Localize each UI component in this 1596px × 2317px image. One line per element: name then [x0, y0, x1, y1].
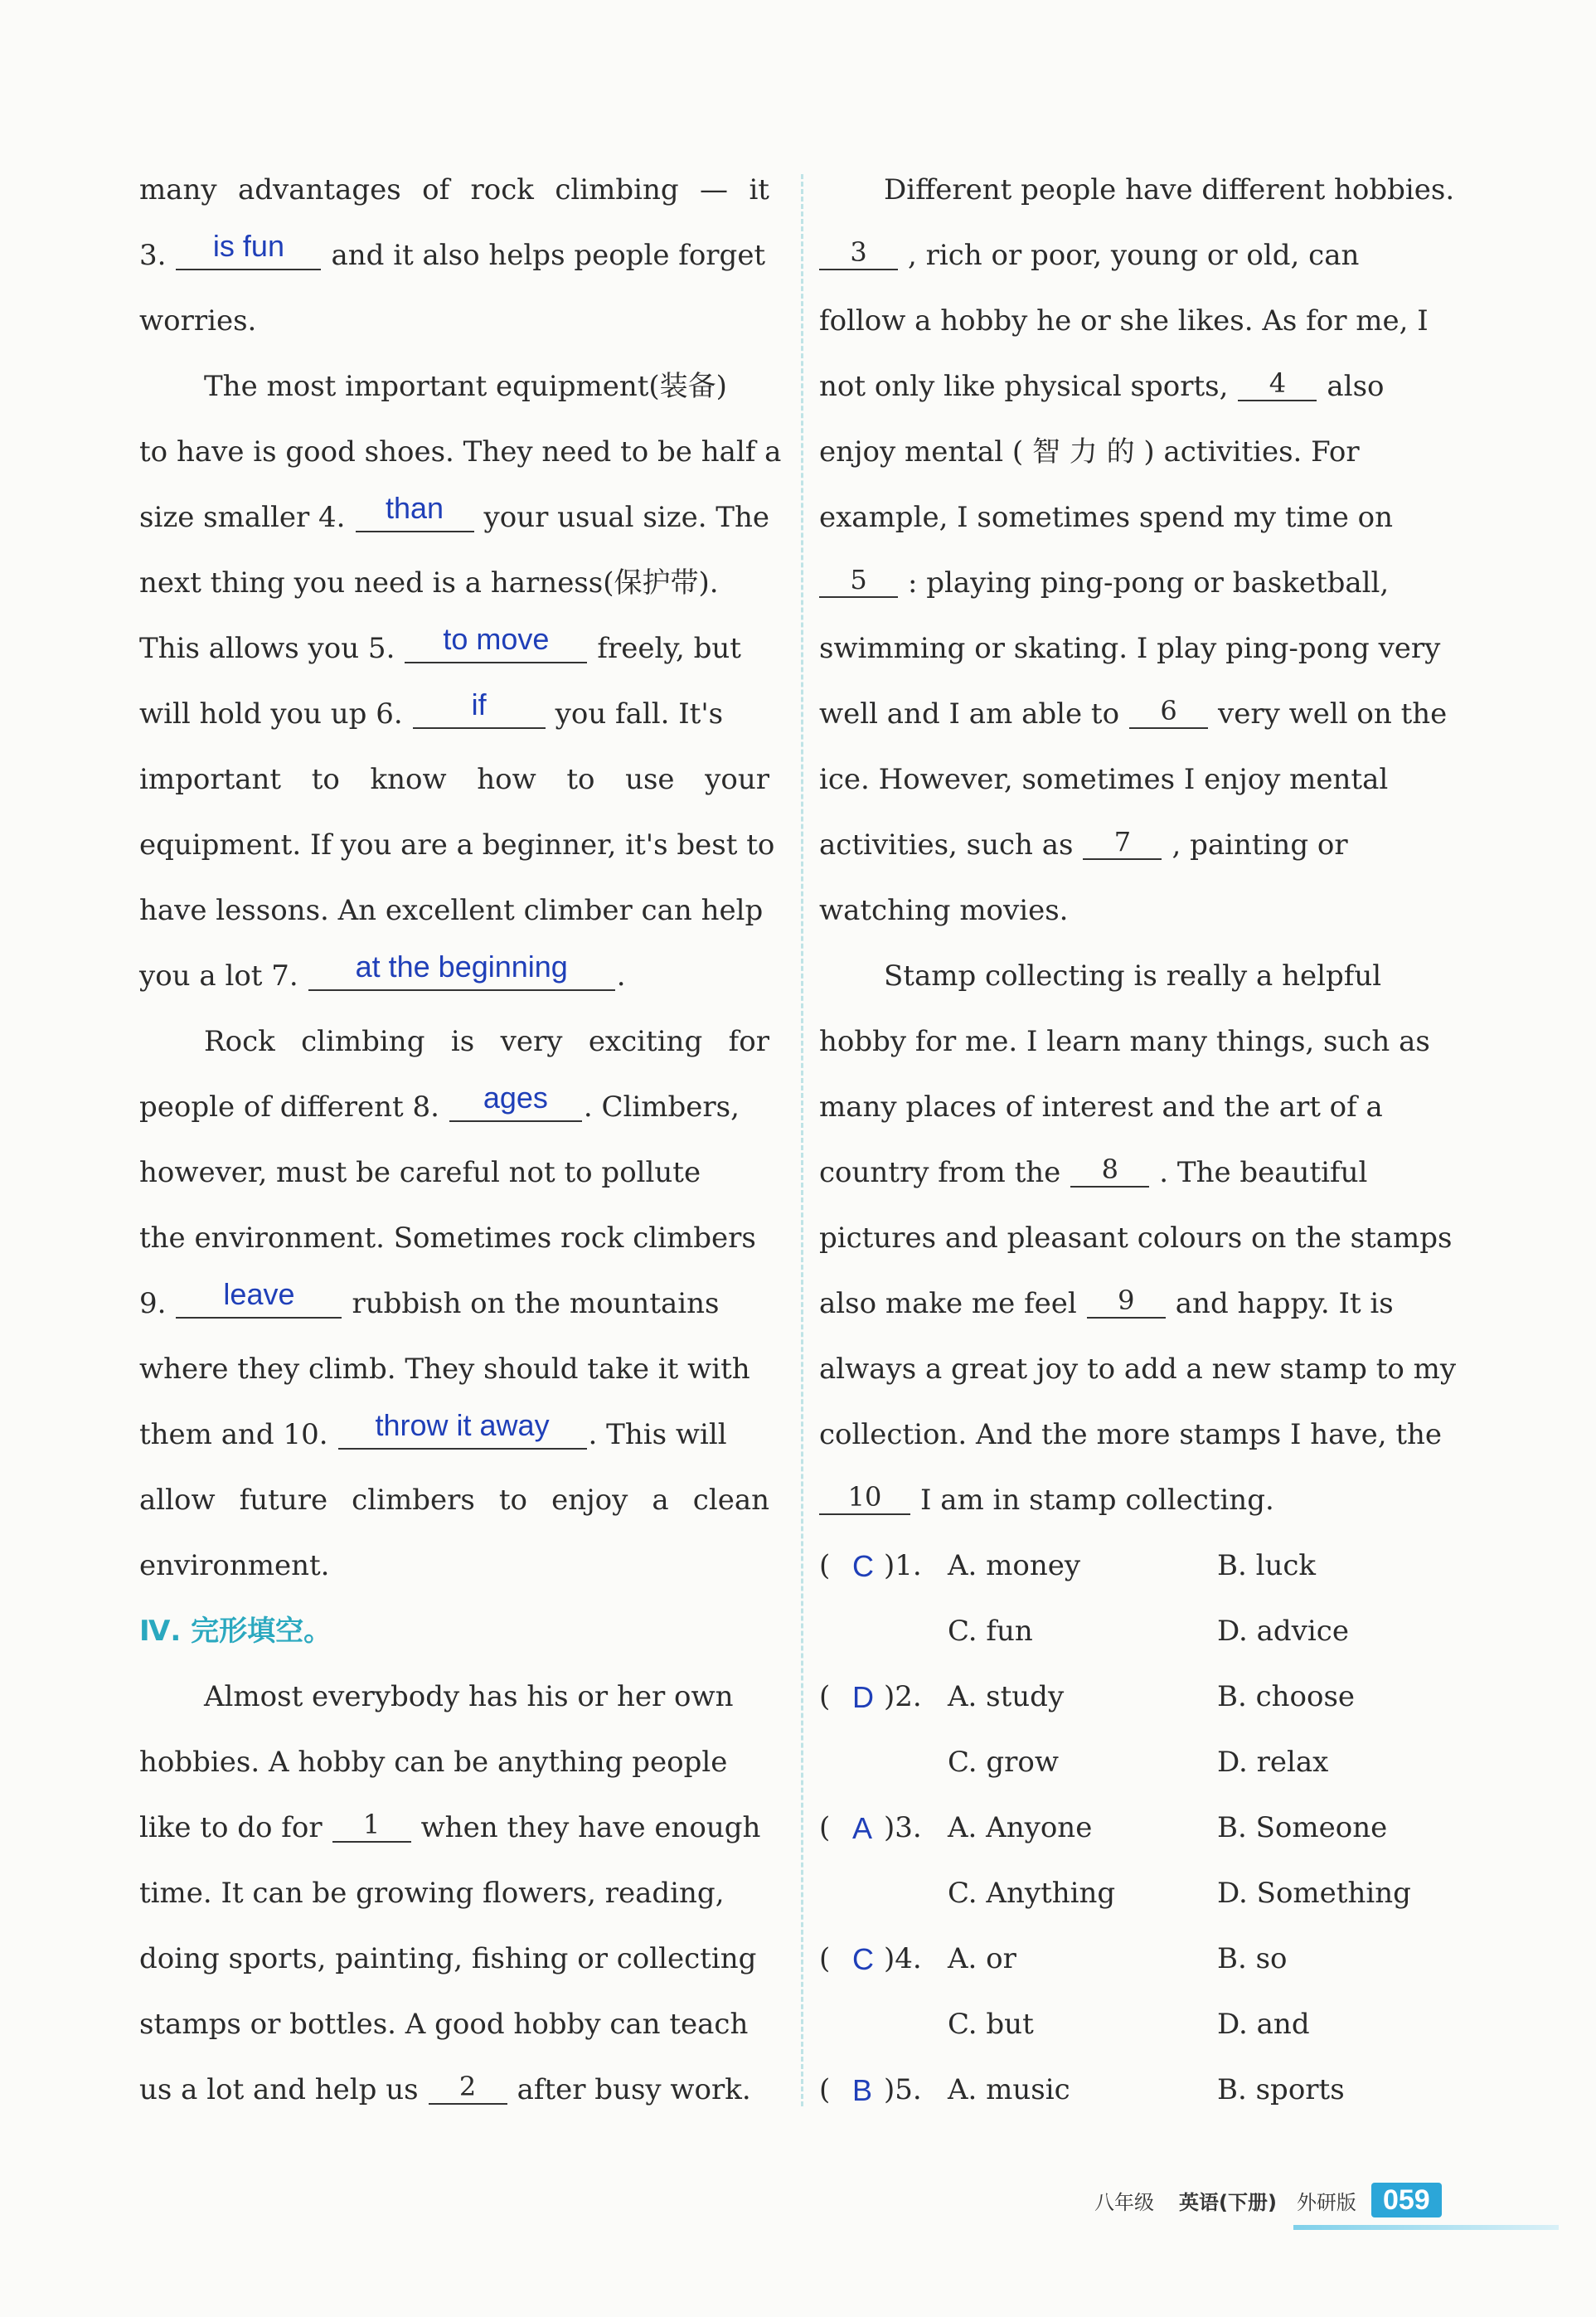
text-line: however, must be careful not to pollute: [139, 1156, 701, 1189]
answer-choice[interactable]: B: [852, 2073, 873, 2107]
answer-blank-6[interactable]: if: [413, 693, 546, 729]
text-line: follow a hobby he or she likes. As for me, I: [819, 304, 1429, 338]
answer-blank-9[interactable]: leave: [176, 1283, 342, 1319]
text-line: will hold you up 6. if you fall. It's: [139, 687, 724, 731]
cloze-blank-3: 3: [819, 236, 898, 270]
text-line: 10 I am in stamp collecting.: [819, 1468, 1449, 1533]
text-line: to have is good shoes. They need to be half a: [139, 435, 782, 469]
text-line: also make me feel 9 and happy. It is: [819, 1284, 1394, 1320]
question-3: ( A )3. A. Anyone B. Someone: [819, 1795, 1449, 1861]
text-line: worries.: [139, 304, 257, 338]
cloze-blank-2: 2: [429, 2070, 507, 2105]
right-column: [819, 158, 1457, 2123]
text-line: us a lot and help us 2 after busy work.: [139, 2070, 751, 2106]
text-line: not only like physical sports, 4 also: [819, 367, 1385, 403]
text-line: Different people have different hobbies.: [884, 173, 1455, 206]
cloze-blank-1: 1: [332, 1808, 411, 1843]
answer-choice[interactable]: A: [852, 1811, 873, 1845]
text-line: hobby for me. I learn many things, such as: [819, 1025, 1430, 1058]
text-line: equipment. If you are a beginner, it's best to: [139, 828, 775, 862]
cloze-blank-8: 8: [1070, 1153, 1149, 1188]
text-line: next thing you need is a harness(保护带).: [139, 566, 719, 600]
text-line: size smaller 4. than your usual size. The: [139, 491, 769, 534]
text-line: 9. leave rubbish on the mountains: [139, 1277, 720, 1320]
cloze-blank-5: 5: [819, 563, 898, 598]
answer-choice[interactable]: D: [852, 1680, 874, 1714]
answer-blank-4[interactable]: than: [356, 497, 474, 532]
text-line: environment.: [139, 1549, 330, 1582]
question-2: ( D )2. A. study B. choose: [819, 1664, 1449, 1730]
answer-choice[interactable]: C: [852, 1942, 874, 1976]
question-5: ( B )5. A. music B. sports: [819, 2057, 1449, 2123]
question-2-options: C. grow D. relax: [948, 1746, 1329, 1779]
cloze-blank-9: 9: [1087, 1284, 1166, 1319]
cloze-blank-6: 6: [1129, 694, 1208, 729]
text-line: well and I am able to 6 very well on the: [819, 694, 1448, 731]
text-line: always a great joy to add a new stamp to my: [819, 1353, 1457, 1386]
answer-blank-5[interactable]: to move: [405, 628, 587, 663]
text-line: like to do for 1 when they have enough: [139, 1808, 761, 1844]
section-title: Ⅳ. 完形填空。: [139, 1615, 332, 1648]
cloze-blank-7: 7: [1083, 825, 1162, 860]
grade-label: 八年级: [1094, 2190, 1154, 2214]
text-line: enjoy mental ( 智 力 的 ) activities. For: [819, 435, 1360, 469]
text-line: many advantages of rock climbing — it: [139, 173, 769, 206]
text-line: This allows you 5. to move freely, but: [139, 622, 741, 665]
text-line: people of different 8. ages . Climbers,: [139, 1081, 740, 1124]
text-line: 3. is fun and it also helps people forget: [139, 229, 766, 272]
answer-blank-3[interactable]: is fun: [176, 235, 321, 270]
question-4-options: C. but D. and: [948, 2008, 1310, 2041]
text-line: hobbies. A hobby can be anything people: [139, 1746, 728, 1779]
text-line: collection. And the more stamps I have, the: [819, 1418, 1443, 1451]
text-line: 3 , rich or poor, young or old, can: [819, 223, 1449, 289]
answer-blank-10[interactable]: throw it away: [338, 1414, 587, 1450]
text-line: you a lot 7. at the beginning .: [139, 950, 626, 993]
text-line: example, I sometimes spend my time on: [819, 501, 1393, 534]
text-line: time. It can be growing flowers, reading,: [139, 1877, 725, 1910]
text-line: important to know how to use your: [139, 763, 769, 796]
text-line: have lessons. An excellent climber can help: [139, 894, 764, 927]
text-line: pictures and pleasant colours on the stamps: [819, 1222, 1453, 1255]
text-line: Rock climbing is very exciting for: [204, 1025, 769, 1058]
cloze-blank-10: 10: [819, 1480, 910, 1515]
text-line: where they climb. They should take it with: [139, 1353, 750, 1386]
left-column: [139, 158, 782, 2123]
text-line: stamps or bottles. A good hobby can teach: [139, 2008, 749, 2041]
cloze-blank-4: 4: [1238, 367, 1317, 401]
subject-label: 英语(下册): [1179, 2190, 1277, 2214]
publisher-label: 外研版: [1296, 2190, 1356, 2214]
question-1: ( C )1. A. money B. luck: [819, 1533, 1449, 1599]
page-number: 059: [1371, 2183, 1442, 2217]
text-line: swimming or skating. I play ping-pong very: [819, 632, 1441, 665]
column-divider: [801, 174, 803, 2106]
text-line: Stamp collecting is really a helpful: [884, 959, 1382, 993]
text-line: many places of interest and the art of a: [819, 1090, 1383, 1124]
text-line: allow future climbers to enjoy a clean: [139, 1484, 769, 1517]
text-line: The most important equipment(装备): [204, 370, 727, 403]
text-line: ice. However, sometimes I enjoy mental: [819, 763, 1389, 796]
page-footer: [1094, 2179, 1442, 2221]
answer-choice[interactable]: C: [852, 1549, 874, 1583]
footer-decor-bar: [1293, 2225, 1559, 2230]
text-line: Almost everybody has his or her own: [204, 1680, 734, 1713]
text-line: activities, such as 7 , painting or: [819, 825, 1348, 862]
text-line: them and 10. throw it away . This will: [139, 1408, 727, 1451]
answer-blank-7[interactable]: at the beginning: [308, 955, 615, 991]
text-line: the environment. Sometimes rock climbers: [139, 1222, 756, 1255]
text-line: doing sports, painting, fishing or collecting: [139, 1942, 757, 1975]
answer-blank-8[interactable]: ages: [449, 1086, 582, 1122]
question-1-options: C. fun D. advice: [948, 1615, 1349, 1648]
question-4: ( C )4. A. or B. so: [819, 1926, 1449, 1992]
question-3-options: C. Anything D. Something: [948, 1877, 1411, 1910]
text-line: 5 : playing ping-pong or basketball,: [819, 551, 1449, 616]
text-line: country from the 8 . The beautiful: [819, 1153, 1368, 1189]
text-line: watching movies.: [819, 894, 1069, 927]
